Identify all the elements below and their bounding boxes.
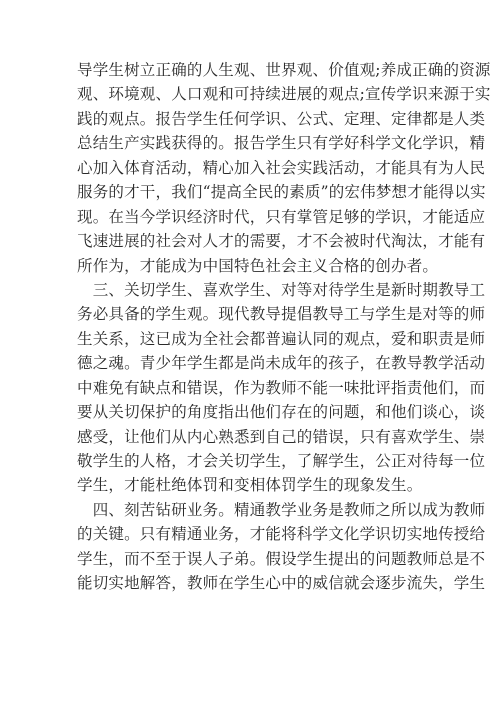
text-line: 中难免有缺点和错误，作为教师不能一味批评指责他们，而 [77, 378, 486, 397]
text-line: 的关键。只有精通业务，才能将科学文化学识切实地传授给 [77, 525, 486, 544]
text-line: 德之魂。青少年学生都是尚未成年的孩子，在教导教学活动 [77, 354, 486, 373]
text-line: 总结生产实践获得的。报告学生只有学好科学文化学识，精 [77, 134, 486, 153]
text-line: 学生，才能杜绝体罚和变相体罚学生的现象发生。 [77, 476, 423, 495]
text-line: 服务的才干，我们“提高全民的素质”的宏伟梦想才能得以实 [77, 183, 486, 202]
text-line: 务必具备的学生观。现代教导提倡教导工与学生是对等的师 [77, 305, 486, 324]
text-line: 敬学生的人格，才会关切学生，了解学生，公正对待每一位 [77, 452, 486, 470]
text-line: 所作为，才能成为中国特色社会主义合格的创办者。 [77, 256, 439, 275]
text-line: 生关系，这已成为全社会都普遍认同的观点，爱和职责是师 [77, 329, 486, 348]
text-line: 要从关切保护的角度指出他们存在的问题，和他们谈心，谈 [77, 403, 486, 422]
text-line: 现。在当今学识经济时代，只有掌管足够的学识，才能适应 [77, 207, 486, 226]
text-line: 导学生树立正确的人生观、世界观、价值观;养成正确的资源 [77, 61, 491, 79]
text-line: 学生，而不至于误人子弟。假设学生提出的问题教师总是不 [77, 549, 486, 568]
text-line: 能切实地解答，教师在学生心中的威信就会逐步流失，学生 [77, 574, 486, 593]
text-line: 飞速进展的社会对人才的需要，才不会被时代淘汰，才能有 [77, 232, 486, 251]
text-line: 四、刻苦钻研业务。精通教学业务是教师之所以成为教师 [77, 500, 486, 519]
text-line: 心加入体育活动，精心加入社会实践活动，才能具有为人民 [77, 158, 486, 177]
text-line: 感受，让他们从内心熟悉到自己的错误，只有喜欢学生、崇 [77, 427, 486, 446]
text-line: 观、环境观、人口观和可持续进展的观点;宣传学识来源于实 [77, 85, 491, 104]
body-text [77, 58, 491, 596]
text-line: 践的观点。报告学生任何学识、公式、定理、定律都是人类 [77, 109, 486, 128]
text-line: 三、关切学生、喜欢学生、对等对待学生是新时期教导工 [77, 280, 486, 299]
